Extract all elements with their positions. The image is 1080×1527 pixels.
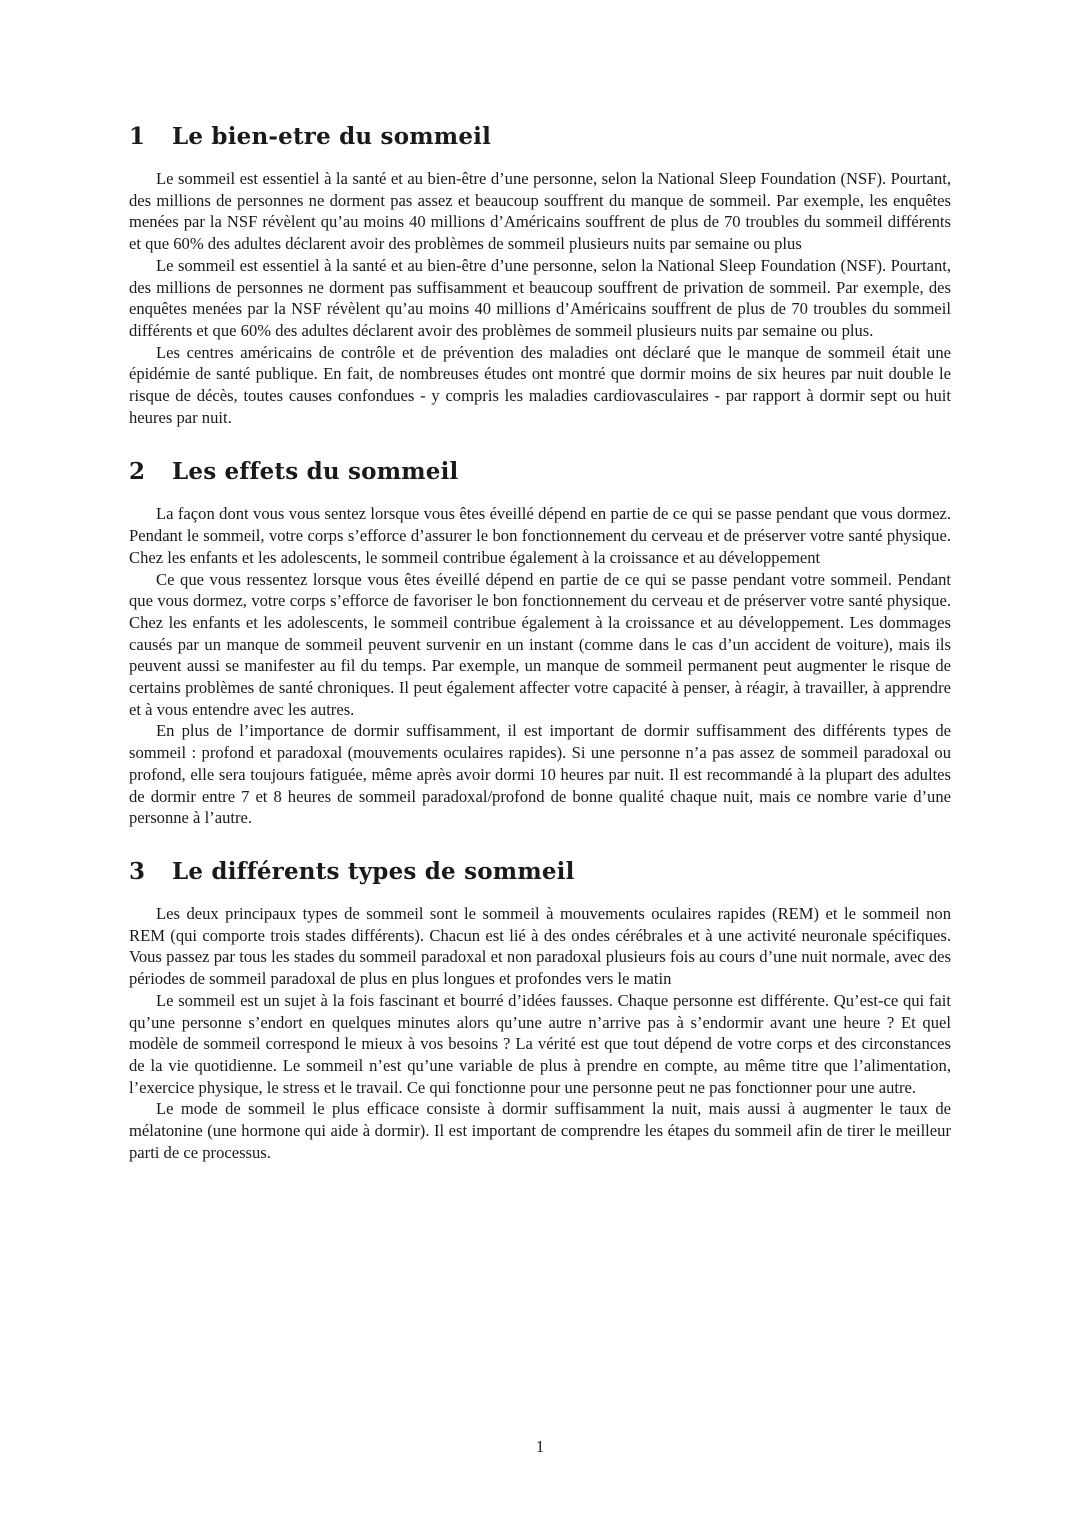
paragraph: Le sommeil est un sujet à la fois fascinant et bourré d’idées fausses. Chaque personne est différente. Qu’est-ce qui fait qu’une personne s’endort en quelques minutes alors qu’une autre n’arrive pas à s’endormir avant une heure ? Et quel modèle de sommeil correspond le mieux à vos besoins ? La vérité est que tout dépend de votre corps et des circonstances de la vie quotidienne. Le sommeil n’est qu’une variable de plus à prendre en compte, au même titre que l’alimentation, l’exercice physique, le stress et le travail. Ce qui fonctionne pour une personne peut ne pas fonctionner pour une autre.: [129, 990, 951, 1097]
section-body: [129, 503, 951, 829]
section-title: Le différents types de sommeil: [172, 857, 575, 885]
paragraph: Les centres américains de contrôle et de prévention des maladies ont déclaré que le manque de sommeil était une épidémie de santé publique. En fait, de nombreuses études ont montré que dormir moins de six heures par nuit double le risque de décès, toutes causes confondues - y compris les maladies cardiovasculaires - par rapport à dormir sept ou huit heures par nuit.: [129, 342, 951, 427]
section-body: [129, 168, 951, 428]
section-heading: [129, 118, 951, 156]
section-sleep-wellbeing: [129, 118, 951, 428]
section-heading: [129, 453, 951, 491]
paragraph: En plus de l’importance de dormir suffisamment, il est important de dormir suffisamment des différents types de sommeil : profond et paradoxal (mouvements oculaires rapides). Si une personne n’a pas assez de sommeil paradoxal ou profond, elle sera toujours fatiguée, même après avoir dormi 10 heures par nuit. Il est recommandé à la plupart des adultes de dormir entre 7 et 8 heures de sommeil paradoxal/profond de bonne qualité chaque nuit, mais ce nombre varie d’une personne à l’autre.: [129, 721, 951, 828]
section-title: Le bien-etre du sommeil: [172, 123, 492, 150]
paragraph: Les deux principaux types de sommeil sont le sommeil à mouvements oculaires rapides (REM) et le sommeil non REM (qui comporte trois stades différents). Chacun est lié à des ondes cérébrales et à une activité neuronale spécifiques. Vous passez par tous les stades du sommeil paradoxal et non paradoxal plusieurs fois au cours d’une nuit normale, avec des périodes de sommeil paradoxal de plus en plus longues et profondes vers le matin: [129, 903, 951, 989]
section-title: Les effets du sommeil: [172, 458, 459, 486]
paragraph: Le mode de sommeil le plus efficace consiste à dormir suffisamment la nuit, mais aussi à augmenter le taux de mélatonine (une hormone qui aide à dormir). Il est important de comprendre les étapes du sommeil afin de tirer le meilleur parti de ce processus.: [129, 1099, 951, 1162]
section-number: 3: [129, 857, 146, 885]
section-sleep-types: [129, 853, 951, 1163]
document-page: [129, 118, 951, 1163]
section-heading: [129, 853, 951, 891]
paragraph: Ce que vous ressentez lorsque vous êtes éveillé dépend en partie de ce qui se passe pendant votre sommeil. Pendant que vous dormez, votre corps s’efforce de favoriser le bon fonctionnement du cerveau et de préserver votre santé physique. Chez les enfants et les adolescents, le sommeil contribue également à la croissance et au développement. Les dommages causés par un manque de sommeil peuvent survenir en un instant (comme dans le cas d’un accident de voiture), mais ils peuvent aussi se manifester au fil du temps. Par exemple, un manque de sommeil permanent peut augmenter le risque de certains problèmes de santé chroniques. Il peut également affecter votre capacité à penser, à réagir, à travailler, à apprendre et à vous entendre avec les autres.: [129, 569, 951, 719]
section-body: [129, 903, 951, 1163]
section-number: 1: [129, 123, 146, 150]
paragraph: La façon dont vous vous sentez lorsque vous êtes éveillé dépend en partie de ce qui se passe pendant que vous dormez. Pendant le sommeil, votre corps s’efforce d’assurer le bon fonctionnement du cerveau et de préserver votre santé physique. Chez les enfants et les adolescents, le sommeil contribue également à la croissance et au développement: [129, 504, 951, 567]
page-number: 1: [535, 1437, 545, 1456]
section-sleep-effects: [129, 453, 951, 829]
paragraph: Le sommeil est essentiel à la santé et au bien-être d’une personne, selon la National Sleep Foundation (NSF). Pourtant, des millions de personnes ne dorment pas assez et beaucoup souffrent du manque de sommeil. Par exemple, les enquêtes menées par la NSF révèlent qu’au moins 40 millions d’Américains souffrent de plus de 70 troubles du sommeil différents et que 60% des adultes déclarent avoir des problèmes de sommeil plusieurs nuits par semaine ou plus: [129, 169, 951, 254]
section-number: 2: [129, 458, 146, 486]
paragraph: Le sommeil est essentiel à la santé et au bien-être d’une personne, selon la National Sleep Foundation (NSF). Pourtant, des millions de personnes ne dorment pas suffisamment et beaucoup souffrent de privation de sommeil. Par exemple, des enquêtes menées par la NSF révèlent qu’au moins 40 millions d’Américains souffrent de plus de 70 troubles du sommeil différents et que 60% des adultes déclarent avoir des problèmes de sommeil plusieurs nuits par semaine ou plus.: [129, 255, 951, 340]
